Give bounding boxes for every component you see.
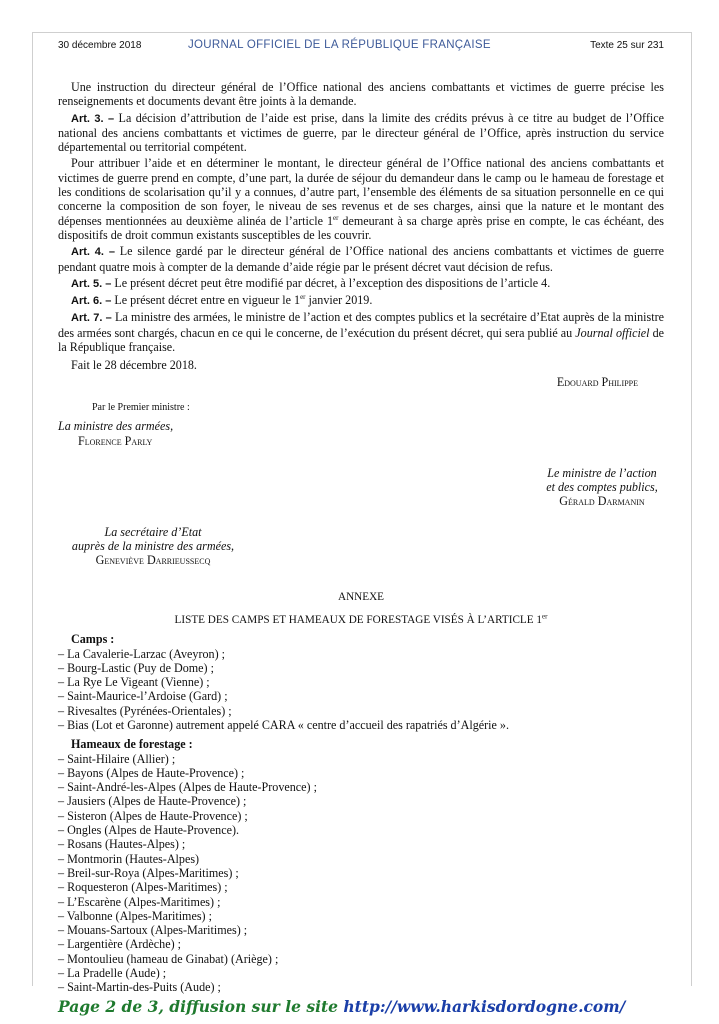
hameaux-heading: Hameaux de forestage :: [71, 737, 193, 752]
annexe-liste-text: LISTE DES CAMPS ET HAMEAUX DE FORESTAGE VISÉS À L’ARTICLE 1: [174, 613, 542, 626]
article-5: [58, 276, 664, 291]
hameaux-item: – Bayons (Alpes de Haute-Provence) ;: [58, 765, 245, 780]
signature-ministre-action: [540, 466, 664, 509]
par-le-premier-ministre: Par le Premier ministre :: [92, 401, 190, 413]
article-3-label: Art. 3. –: [71, 112, 115, 125]
hameaux-item: – Breil-sur-Roya (Alpes-Maritimes) ;: [58, 865, 239, 880]
article-6-text-b: janvier 2019.: [305, 293, 373, 308]
hameaux-item: – Roquesteron (Alpes-Maritimes) ;: [58, 880, 228, 895]
document-body: [58, 80, 664, 995]
signature-ministre-armees: [58, 419, 664, 448]
article-7: [58, 310, 664, 354]
paragraph-attribution-text-a: Pour attribuer l’aide et en déterminer le montant, le directeur général de l’Office national des anciens combattants et victimes de guerre prend en compte, d’une part, la durée de séjour du demandeur dans le camp ou le hameau de forestage et les conditions de scolarisation qu’il y a connues, d’autre part, l’ensemble des éléments de sa situation personnelle en ce qui concerne la composition de son foyer, le niveau de ses revenus et de ses charges, ainsi que la nature et le montant des dépenses mentionnées au deuxième alinéa de l’article 1: [58, 156, 664, 228]
ministre-action-name: Gérald Darmanin: [559, 494, 645, 509]
header-text-number: Texte 25 sur 231: [590, 40, 664, 51]
camps-heading: Camps :: [71, 632, 115, 647]
hameaux-item: – La Pradelle (Aude) ;: [58, 966, 167, 981]
header-date: 30 décembre 2018: [58, 40, 142, 51]
secretaire-etat-title-2: auprès de la ministre des armées,: [71, 539, 235, 554]
hameaux-item: – Valbonne (Alpes-Maritimes) ;: [58, 908, 212, 923]
hameaux-item: – Jausiers (Alpes de Haute-Provence) ;: [58, 794, 247, 809]
article-7-text-a: La ministre des armées, le ministre de l’action et des comptes publics et la secrétaire d’Etat auprès de la ministre des armées sont chargés, chacun en ce qui le concerne, de l’exécution du présent décret, qui sera publié au: [58, 310, 664, 340]
article-4-label: Art. 4. –: [71, 246, 115, 259]
hameaux-item: – Mouans-Sartoux (Alpes-Maritimes) ;: [58, 923, 248, 938]
hameaux-item: – L’Escarène (Alpes-Maritimes) ;: [58, 894, 221, 909]
header-journal-title: JOURNAL OFFICIEL DE LA RÉPUBLIQUE FRANÇAISE: [188, 39, 491, 51]
article-7-journal-italic: Journal officiel: [575, 325, 650, 340]
hameaux-item: – Saint-Hilaire (Allier) ;: [58, 751, 176, 766]
article-3: [58, 111, 664, 155]
hameaux-item: – Montoulieu (hameau de Ginabat) (Ariège) ;: [58, 951, 279, 966]
camps-item: – Bias (Lot et Garonne) autrement appelé CARA « centre d’accueil des rapatriés d’Algérie ».: [58, 717, 509, 732]
paragraph-instruction: Une instruction du directeur général de l’Office national des anciens combattants et victimes de guerre précise les renseignements et documents devant être joints à la demande.: [58, 80, 664, 109]
page-header: [58, 40, 664, 54]
article-5-label: Art. 5. –: [71, 277, 112, 290]
article-6: [58, 293, 664, 308]
fait-le: Fait le 28 décembre 2018.: [71, 358, 197, 373]
signature-premier-ministre: Edouard Philippe: [556, 374, 638, 389]
camps-item: – Bourg-Lastic (Puy de Dome) ;: [58, 660, 214, 675]
article-7-text-b: de la République française.: [58, 325, 664, 355]
paragraph-attribution-text-b: demeurant à sa charge après prise en compte, le cas échéant, des dispositifs de droit commun existants susceptibles de les couvrir.: [58, 213, 664, 242]
annexe-liste-sup: er: [541, 612, 548, 621]
ministre-armees-name: Florence Parly: [78, 433, 153, 448]
footer-link[interactable]: http://www.harkisdordogne.com/: [343, 997, 626, 1016]
article-7-label: Art. 7. –: [71, 312, 112, 325]
footer-diffusion: [58, 997, 625, 1016]
ministre-action-title-2: et des comptes publics,: [546, 480, 658, 495]
camps-item: – Saint-Maurice-l’Ardoise (Gard) ;: [58, 689, 228, 704]
camps-list: [58, 647, 664, 733]
footer-text: Page 2 de 3, diffusion sur le site: [58, 997, 344, 1016]
hameaux-item: – Saint-André-les-Alpes (Alpes de Haute-Provence) ;: [58, 780, 317, 795]
article-3-text: La décision d’attribution de l’aide est prise, dans la limite des crédits prévus à ce titre au budget de l’Office national des anciens combattants et victimes de guerre, par le directeur général de l’Office, après instruction du service départemental ou territorial compétent.: [58, 110, 664, 155]
hameaux-item: – Sisteron (Alpes de Haute-Provence) ;: [58, 808, 248, 823]
article-6-text-a: Le présent décret entre en vigueur le 1: [111, 293, 301, 308]
paragraph-attribution-sup: er: [333, 213, 339, 222]
hameaux-item: – Largentière (Ardèche) ;: [58, 937, 181, 952]
hameaux-item: – Montmorin (Hautes-Alpes): [58, 851, 200, 866]
article-5-text: Le présent décret peut être modifié par décret, à l’exception des dispositions de l’article 4.: [111, 275, 551, 290]
secretaire-etat-title-1: La secrétaire d’Etat: [104, 524, 202, 539]
camps-item: – Rivesaltes (Pyrénées-Orientales) ;: [58, 703, 232, 718]
annexe-liste-title: [58, 613, 664, 627]
ministre-action-title-1: Le ministre de l’action: [547, 465, 657, 480]
paragraph-attribution: [58, 156, 664, 242]
article-4: [58, 244, 664, 274]
article-4-text: Le silence gardé par le directeur général de l’Office national des anciens combattants et victimes de guerre pendant quatre mois à compter de la demande d’aide régie par le présent décret vaut décision de refus.: [58, 244, 664, 274]
hameaux-list: [58, 752, 664, 995]
hameaux-item: – Rosans (Hautes-Alpes) ;: [58, 837, 186, 852]
ministre-armees-title: La ministre des armées,: [58, 419, 174, 434]
camps-item: – La Rye Le Vigeant (Vienne) ;: [58, 675, 210, 690]
article-6-label: Art. 6. –: [71, 295, 112, 308]
camps-item: – La Cavalerie-Larzac (Aveyron) ;: [58, 646, 225, 661]
signature-secretaire-etat: [58, 525, 248, 568]
hameaux-item: – Ongles (Alpes de Haute-Provence).: [58, 823, 240, 838]
hameaux-item: – Saint-Martin-des-Puits (Aude) ;: [58, 980, 221, 995]
secretaire-etat-name: Geneviève Darrieussecq: [95, 553, 211, 568]
article-6-sup: er: [300, 293, 306, 302]
annexe-title: ANNEXE: [338, 590, 384, 603]
